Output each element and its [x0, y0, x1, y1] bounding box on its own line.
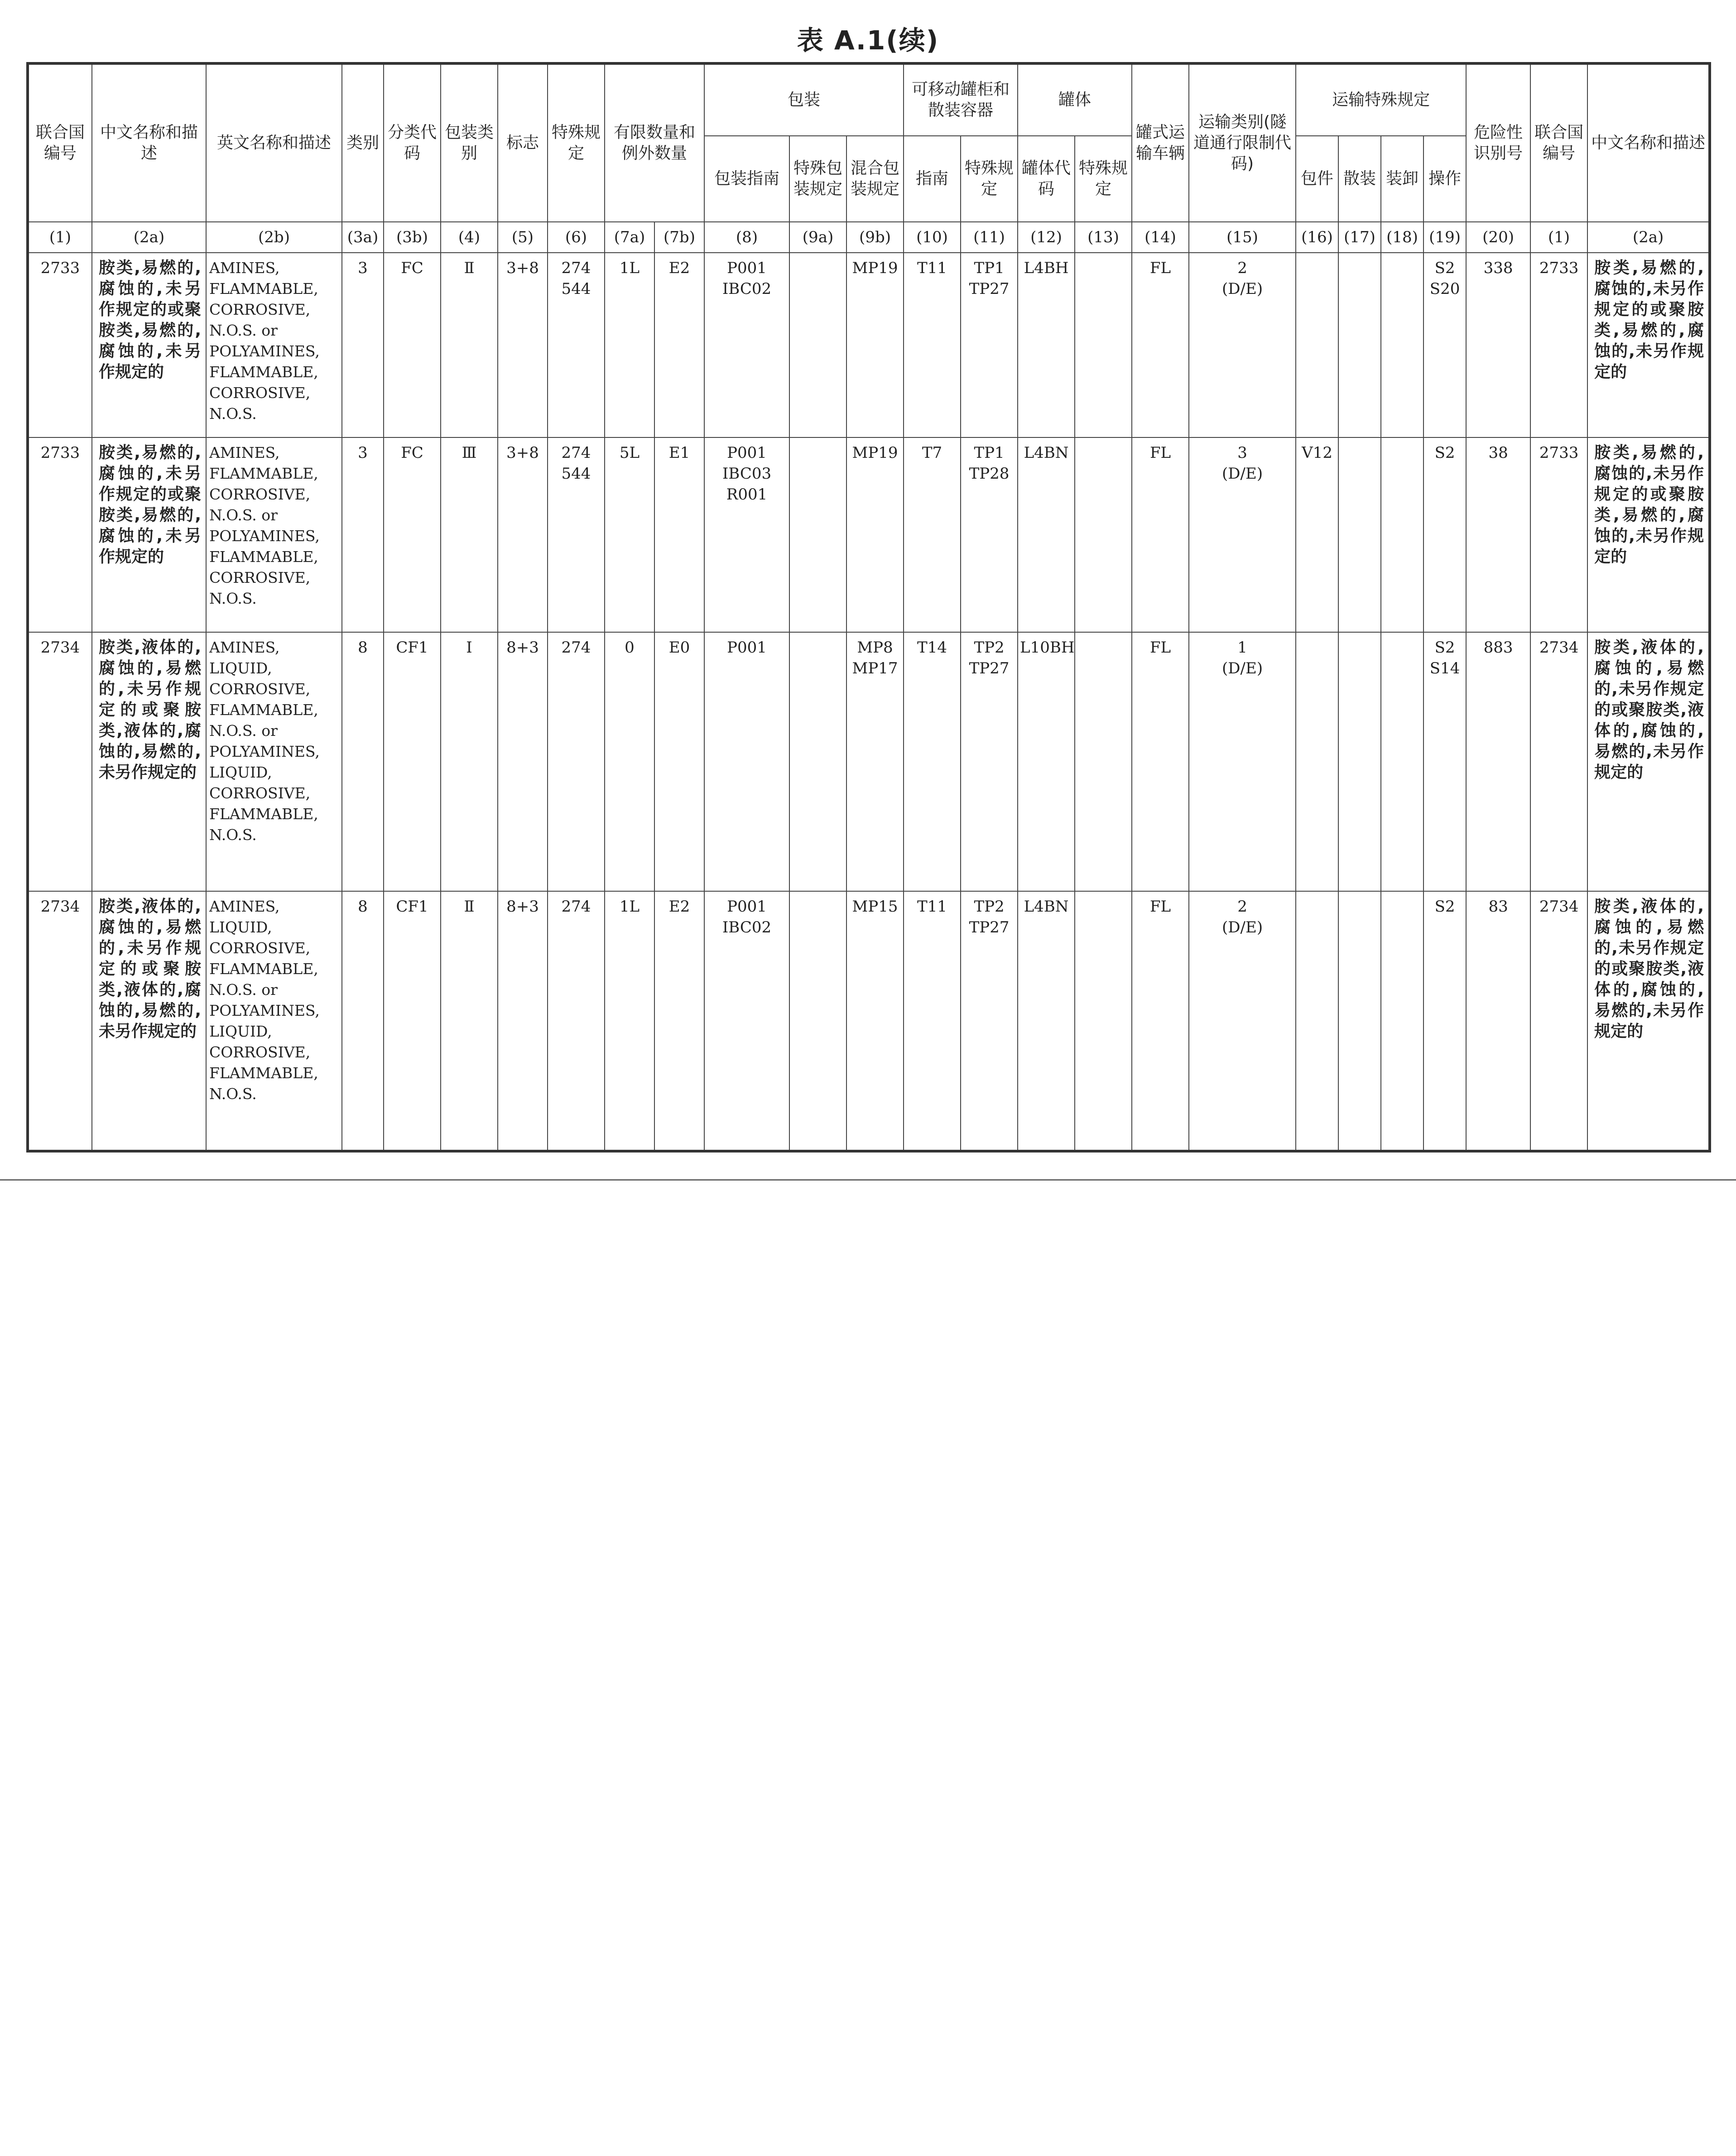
col-num: (15): [1189, 222, 1296, 253]
cell-tank-special: [1075, 891, 1132, 1151]
cell-tank-code: L4BH: [1018, 253, 1075, 437]
cell-ts-operation: S2 S20: [1423, 253, 1466, 437]
header-labels: 标志: [498, 63, 548, 222]
cell-packing-instr: P001: [704, 632, 789, 891]
header-ts-bulk: 散装: [1338, 136, 1381, 222]
cell-un-no-right: 2733: [1530, 437, 1587, 632]
header-tanks: 罐体: [1018, 63, 1132, 136]
cell-name-cn: 胺类,液体的,腐蚀的,易燃的,未另作规定的或聚胺类,液体的,腐蚀的,易燃的,未另作规定的: [92, 891, 206, 1151]
cell-un-no: 2733: [28, 437, 92, 632]
header-special-provisions: 特殊规定: [548, 63, 605, 222]
header-transport-special: 运输特殊规定: [1296, 63, 1466, 136]
cell-excepted-qty: E2: [654, 253, 704, 437]
cell-ts-package: [1296, 891, 1338, 1151]
dangerous-goods-table: [26, 62, 1711, 1152]
col-num: (20): [1466, 222, 1530, 253]
cell-mixed-packing: MP19: [846, 253, 904, 437]
cell-mixed-packing: MP15: [846, 891, 904, 1151]
header-packaging: 包装: [704, 63, 904, 136]
cell-special-packing: [789, 437, 846, 632]
cell-ts-bulk: [1338, 253, 1381, 437]
cell-ts-loading: [1381, 632, 1423, 891]
header-transport-category: 运输类别(隧道通行限制代码): [1189, 63, 1296, 222]
col-num: (8): [704, 222, 789, 253]
header-packing-instr: 包装指南: [704, 136, 789, 222]
cell-pt-instr: T11: [904, 253, 961, 437]
table-row: [28, 632, 1710, 891]
cell-name-cn: 胺类,易燃的,腐蚀的,未另作规定的或聚胺类,易燃的,腐蚀的,未另作规定的: [92, 253, 206, 437]
header-tank-special: 特殊规定: [1075, 136, 1132, 222]
header-tank-code: 罐体代码: [1018, 136, 1075, 222]
cell-name-en: AMINES, FLAMMABLE, CORROSIVE, N.O.S. or POLYAMINES, FLAMMABLE, CORROSIVE, N.O.S.: [206, 253, 342, 437]
cell-ts-operation: S2: [1423, 891, 1466, 1151]
col-num: (3a): [342, 222, 384, 253]
cell-tank-special: [1075, 437, 1132, 632]
col-num: (18): [1381, 222, 1423, 253]
cell-hazard-id: 338: [1466, 253, 1530, 437]
cell-ts-bulk: [1338, 437, 1381, 632]
cell-un-no: 2734: [28, 632, 92, 891]
cell-limited-qty: 1L: [605, 891, 654, 1151]
col-num: (19): [1423, 222, 1466, 253]
header-tank-vehicle: 罐式运输车辆: [1132, 63, 1189, 222]
cell-packing-group: Ⅱ: [441, 253, 498, 437]
col-num: (1): [1530, 222, 1587, 253]
header-limited-quantities: 有限数量和例外数量: [605, 63, 704, 222]
cell-tank-code: L4BN: [1018, 891, 1075, 1151]
cell-un-no-right: 2734: [1530, 632, 1587, 891]
cell-tank-vehicle: FL: [1132, 437, 1189, 632]
header-pt-special: 特殊规定: [961, 136, 1018, 222]
col-num: (10): [904, 222, 961, 253]
cell-packing-instr: P001 IBC02: [704, 253, 789, 437]
col-num: (3b): [384, 222, 441, 253]
cell-excepted-qty: E2: [654, 891, 704, 1151]
cell-name-en: AMINES, FLAMMABLE, CORROSIVE, N.O.S. or POLYAMINES, FLAMMABLE, CORROSIVE, N.O.S.: [206, 437, 342, 632]
cell-ts-package: [1296, 632, 1338, 891]
col-num: (16): [1296, 222, 1338, 253]
cell-ts-bulk: [1338, 891, 1381, 1151]
cell-special-packing: [789, 253, 846, 437]
cell-tank-vehicle: FL: [1132, 632, 1189, 891]
cell-packing-group: Ⅲ: [441, 437, 498, 632]
cell-ts-bulk: [1338, 632, 1381, 891]
col-num: (2a): [1587, 222, 1710, 253]
col-num: (13): [1075, 222, 1132, 253]
col-num: (12): [1018, 222, 1075, 253]
cell-class: 3: [342, 253, 384, 437]
cell-pt-special: TP1 TP27: [961, 253, 1018, 437]
col-num: (7a): [605, 222, 654, 253]
cell-special-provisions: 274 544: [548, 253, 605, 437]
cell-labels: 3+8: [498, 437, 548, 632]
cell-transport-category: 2 (D/E): [1189, 253, 1296, 437]
table-row: [28, 437, 1710, 632]
cell-limited-qty: 0: [605, 632, 654, 891]
cell-packing-instr: P001 IBC03 R001: [704, 437, 789, 632]
cell-labels: 8+3: [498, 632, 548, 891]
cell-pt-special: TP2 TP27: [961, 632, 1018, 891]
header-un-no-right: 联合国编号: [1530, 63, 1587, 222]
header-name-en: 英文名称和描述: [206, 63, 342, 222]
cell-tank-vehicle: FL: [1132, 891, 1189, 1151]
cell-ts-package: V12: [1296, 437, 1338, 632]
header-class-code: 分类代码: [384, 63, 441, 222]
cell-special-packing: [789, 891, 846, 1151]
cell-packing-instr: P001 IBC02: [704, 891, 789, 1151]
cell-class-code: FC: [384, 437, 441, 632]
cell-mixed-packing: MP19: [846, 437, 904, 632]
cell-limited-qty: 5L: [605, 437, 654, 632]
cell-hazard-id: 38: [1466, 437, 1530, 632]
cell-class-code: CF1: [384, 632, 441, 891]
cell-mixed-packing: MP8 MP17: [846, 632, 904, 891]
cell-name-cn-right: 胺类,液体的,腐蚀的,易燃的,未另作规定的或聚胺类,液体的,腐蚀的,易燃的,未另作规定的: [1587, 891, 1710, 1151]
header-hazard-id: 危险性识别号: [1466, 63, 1530, 222]
cell-special-provisions: 274: [548, 632, 605, 891]
cell-ts-loading: [1381, 253, 1423, 437]
cell-class-code: FC: [384, 253, 441, 437]
cell-transport-category: 2 (D/E): [1189, 891, 1296, 1151]
cell-packing-group: Ⅰ: [441, 632, 498, 891]
col-num: (1): [28, 222, 92, 253]
header-ts-operation: 操作: [1423, 136, 1466, 222]
cell-tank-vehicle: FL: [1132, 253, 1189, 437]
cell-excepted-qty: E1: [654, 437, 704, 632]
cell-hazard-id: 83: [1466, 891, 1530, 1151]
cell-tank-special: [1075, 253, 1132, 437]
cell-ts-loading: [1381, 437, 1423, 632]
cell-class-code: CF1: [384, 891, 441, 1151]
table-container: [26, 62, 1711, 1152]
col-num: (7b): [654, 222, 704, 253]
col-num: (14): [1132, 222, 1189, 253]
cell-ts-operation: S2 S14: [1423, 632, 1466, 891]
table-row: [28, 891, 1710, 1151]
cell-un-no: 2734: [28, 891, 92, 1151]
cell-limited-qty: 1L: [605, 253, 654, 437]
cell-class: 3: [342, 437, 384, 632]
header-special-packing: 特殊包装规定: [789, 136, 846, 222]
col-num: (2b): [206, 222, 342, 253]
table-row: [28, 253, 1710, 437]
header-pt-instr: 指南: [904, 136, 961, 222]
header-mixed-packing: 混合包装规定: [846, 136, 904, 222]
cell-ts-package: [1296, 253, 1338, 437]
cell-pt-special: TP1 TP28: [961, 437, 1018, 632]
cell-un-no-right: 2733: [1530, 253, 1587, 437]
cell-transport-category: 1 (D/E): [1189, 632, 1296, 891]
col-num: (9a): [789, 222, 846, 253]
cell-labels: 8+3: [498, 891, 548, 1151]
cell-ts-loading: [1381, 891, 1423, 1151]
col-num: (4): [441, 222, 498, 253]
cell-class: 8: [342, 632, 384, 891]
header-name-cn: 中文名称和描述: [92, 63, 206, 222]
col-num: (2a): [92, 222, 206, 253]
cell-special-provisions: 274 544: [548, 437, 605, 632]
cell-transport-category: 3 (D/E): [1189, 437, 1296, 632]
cell-name-cn: 胺类,易燃的,腐蚀的,未另作规定的或聚胺类,易燃的,腐蚀的,未另作规定的: [92, 437, 206, 632]
col-num: (6): [548, 222, 605, 253]
column-number-row: [28, 222, 1710, 253]
col-num: (11): [961, 222, 1018, 253]
cell-pt-instr: T11: [904, 891, 961, 1151]
cell-name-en: AMINES, LIQUID, CORROSIVE, FLAMMABLE, N.O.S. or POLYAMINES, LIQUID, CORROSIVE, FLAMMABLE, N.O.S.: [206, 632, 342, 891]
cell-un-no-right: 2734: [1530, 891, 1587, 1151]
cell-name-cn: 胺类,液体的,腐蚀的,易燃的,未另作规定的或聚胺类,液体的,腐蚀的,易燃的,未另作规定的: [92, 632, 206, 891]
cell-name-cn-right: 胺类,易燃的,腐蚀的,未另作规定的或聚胺类,易燃的,腐蚀的,未另作规定的: [1587, 437, 1710, 632]
col-num: (9b): [846, 222, 904, 253]
cell-name-en: AMINES, LIQUID, CORROSIVE, FLAMMABLE, N.O.S. or POLYAMINES, LIQUID, CORROSIVE, FLAMMABLE, N.O.S.: [206, 891, 342, 1151]
cell-tank-code: L4BN: [1018, 437, 1075, 632]
cell-name-cn-right: 胺类,液体的,腐蚀的,易燃的,未另作规定的或聚胺类,液体的,腐蚀的,易燃的,未另作规定的: [1587, 632, 1710, 891]
cell-packing-group: Ⅱ: [441, 891, 498, 1151]
cell-tank-code: L10BH: [1018, 632, 1075, 891]
header-ts-loading: 装卸: [1381, 136, 1423, 222]
cell-excepted-qty: E0: [654, 632, 704, 891]
cell-special-provisions: 274: [548, 891, 605, 1151]
header-ts-package: 包件: [1296, 136, 1338, 222]
header-name-cn-right: 中文名称和描述: [1587, 63, 1710, 222]
header-packing-group: 包装类别: [441, 63, 498, 222]
col-num: (5): [498, 222, 548, 253]
header-un-no: 联合国编号: [28, 63, 92, 222]
cell-special-packing: [789, 632, 846, 891]
cell-pt-special: TP2 TP27: [961, 891, 1018, 1151]
header-portable-tanks: 可移动罐柜和散装容器: [904, 63, 1018, 136]
cell-hazard-id: 883: [1466, 632, 1530, 891]
page-divider: [0, 1179, 1736, 1181]
cell-tank-special: [1075, 632, 1132, 891]
header-class: 类别: [342, 63, 384, 222]
page-title: 表 A.1(续): [797, 25, 939, 56]
cell-pt-instr: T14: [904, 632, 961, 891]
cell-pt-instr: T7: [904, 437, 961, 632]
cell-class: 8: [342, 891, 384, 1151]
cell-ts-operation: S2: [1423, 437, 1466, 632]
cell-labels: 3+8: [498, 253, 548, 437]
cell-un-no: 2733: [28, 253, 92, 437]
cell-name-cn-right: 胺类,易燃的,腐蚀的,未另作规定的或聚胺类,易燃的,腐蚀的,未另作规定的: [1587, 253, 1710, 437]
col-num: (17): [1338, 222, 1381, 253]
